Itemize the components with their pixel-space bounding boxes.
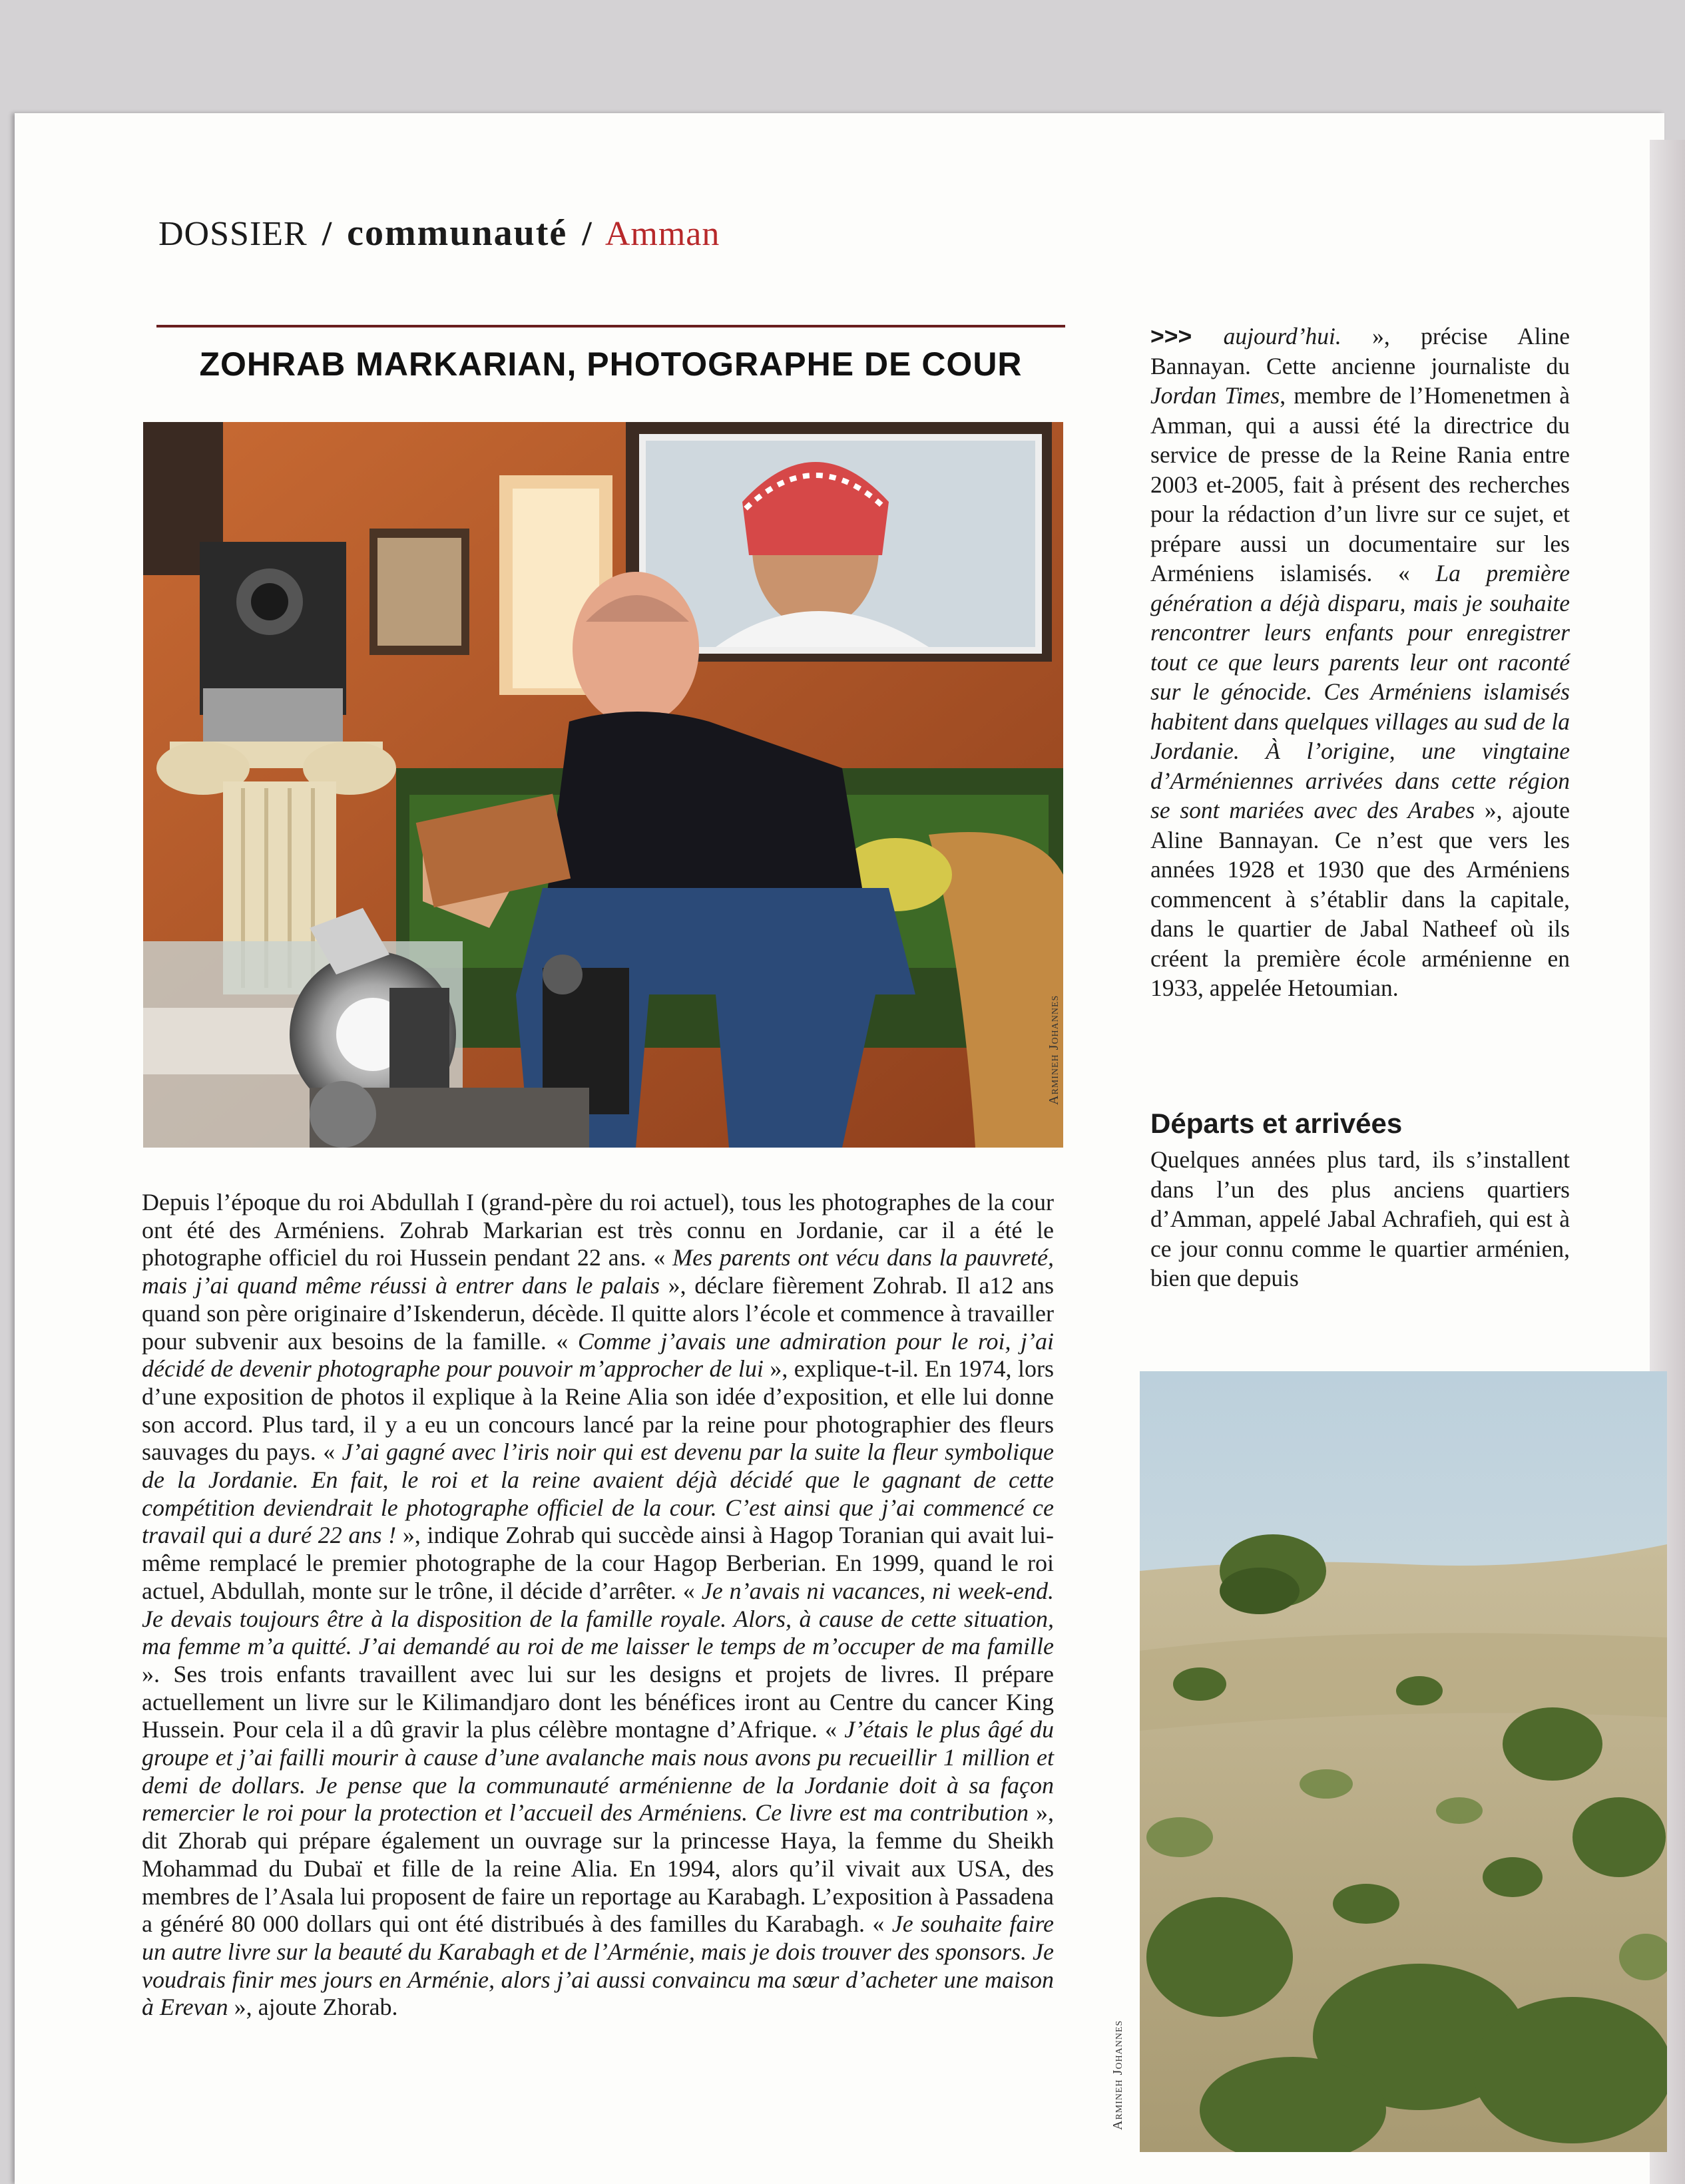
landscape-photo-credit: Armineh Johannes (1110, 2020, 1125, 2130)
header-rule (156, 325, 1065, 328)
article-body-side-2 (1150, 1145, 1570, 1293)
body-main-segment: », dit Zhorab qui prépare également un ouvrage sur la princesse Haya, la femme du Sheikh Mohammad du Dubaï et fille de la reine Alia. En 1994, alors qu’il vivait aux USA, des membres de l’Asala lui proposent de faire un reportage au Karabagh. L’exposition à Passadena a généré 80 000 dollars qui ont été distribués à des familles du Karabagh. « (142, 1799, 1055, 1938)
header-separator: / (322, 215, 333, 253)
body-main-segment: Depuis l’époque du roi Abdullah I (grand-père du roi actuel), tous les photographes de la cour ont été des Arméniens. Zohrab Markarian est très connu en Jordanie, car il a été le photographe officiel du roi Hussein pendant 22 ans. « (142, 1189, 1054, 1271)
portrait-photo (143, 422, 1063, 1148)
section-header (158, 212, 1090, 265)
body-main-segment: Je souhaite faire un autre livre sur la beauté du Karabagh et de l’Arménie, mais je dois trouver des sponsors. Je voudrais finir mes jours en Arménie, alors j’ai aussi convaincu ma sœur d’acheter une maison à Erevan (142, 1910, 1054, 2021)
body-side-segment: aujourd’hui. (1223, 323, 1341, 349)
body-main-segment: ». Ses trois enfants travaillent avec lui sur les designs et projets de livres. Il prépare actuellement un livre sur le Kilimandjaro dont les bénéfices iront au Centre du cancer King Hussein. Pour cela il a dû gravir la plus célèbre montagne d’Afrique. « (142, 1660, 1054, 1743)
body-main-segment: », ajoute Zhorab. (228, 1994, 398, 2021)
body-main-segment: », explique-t-il. En 1974, lors d’une exposition de photos il explique à la Reine Alia son idée d’exposition, et elle lui donne son accord. Plus tard, il y a eu un concours lancé par la reine pour photographier des fleurs sauvages du pays. « (142, 1355, 1054, 1466)
body-side2-segment: Quelques années plus tard, ils s’installent dans l’un des plus anciens quartiers d’Amman, appelé Jabal Achrafieh, qui est à ce jour connu comme le quartier arménien, bien que depuis (1150, 1146, 1570, 1291)
body-side-segment: La première génération a déjà disparu, mais je souhaite rencontrer leurs enfants pour enregistrer tout ce que leurs parents leur ont raconté sur le génocide. Ces Arméniens islamisés habitent dans quelques villages au sud de la Jordanie. À l’origine, une vingtaine d’Arméniennes arrivées dans cette région se sont mariées avec des Arabes (1150, 560, 1570, 823)
article-body-side (1150, 322, 1570, 1003)
subhead: Départs et arrivées (1150, 1108, 1403, 1139)
body-side-segment: , membre de l’Homenetmen à Amman, qui a aussi été la directrice du service de presse de la Reine Rania entre 2003 et-2005, fait à présent des recherches pour la rédaction d’un livre sur ce sujet, et prépare aussi un documentaire sur les Arméniens islamisés. « (1150, 382, 1570, 586)
body-main-segment: Mes parents ont vécu dans la pauvreté, mais j’ai quand même réussi à entrer dans le palais (142, 1244, 1055, 1299)
section-label: DOSSIER (158, 215, 308, 253)
topic-label: communauté (347, 212, 568, 254)
body-main-segment: Je n’avais ni vacances, ni week-end. Je devais toujours être à la disposition de la famille royale. Alors, à cause de cette situation, ma femme m’a quitté. J’ai demandé au roi de me laisser le temps de m’occuper de ma famille (142, 1577, 1054, 1660)
article-title: ZOHRAB MARKARIAN, PHOTOGRAPHE DE COUR (199, 345, 1023, 383)
body-side-segment: Jordan Times (1150, 382, 1280, 409)
body-side-segment: >>> (1150, 323, 1224, 349)
body-main-segment: », déclare fièrement Zohrab. Il a12 ans quand son père originaire d’Iskenderun, décède. Il quitte alors l’école et commence à travailler pour subvenir aux besoins de la famille. « (142, 1272, 1054, 1355)
body-main-segment: », indique Zohrab qui succède ainsi à Hagop Toranian qui avait lui-même remplacé le premier photographe de la cour Hagop Berberian. En 1999, quand le roi actuel, Abdullah, monte sur le trône, il décide d’arrêter. « (142, 1522, 1054, 1604)
photo-credit: Armineh Johannes (1047, 994, 1061, 1105)
body-main-segment: Comme j’avais une admiration pour le roi, j’ai décidé de devenir photographe pour pouvoir m’approcher de lui (142, 1327, 1054, 1383)
body-side-segment: », précise Aline Bannayan. Cette ancienne journaliste du (1150, 323, 1570, 379)
body-main-segment: J’étais le plus âgé du groupe et j’ai failli mourir à cause d’une avalanche mais nous avons pu recueillir 1 million et demi de dollars. Je pense que la communauté arménienne de la Jordanie doit à sa façon remercier le roi pour la protection et l’accueil des Arméniens. Ce livre est ma contribution (142, 1716, 1055, 1827)
header-separator-2: / (582, 215, 593, 253)
city-label: Amman (604, 215, 720, 253)
article-body-main (142, 1189, 1054, 2022)
body-main-segment: J’ai gagné avec l’iris noir qui est devenu par la suite la fleur symbolique de la Jordanie. En fait, le roi et la reine avaient déjà décidé que le gagnant de cette compétition deviendrait le photographe officiel de la cour. C’est ainsi que j’ai commencé ce travail qui a duré 22 ans ! (142, 1438, 1054, 1549)
landscape-photo (1140, 1371, 1667, 2152)
body-side-segment: », ajoute Aline Bannayan. Ce n’est que vers les années 1928 et 1930 que des Arméniens commencent à s’établir dans la capitale, dans le quartier de Jabal Natheef où ils créent la première école arménienne en 1933, appelée Hetoumian. (1150, 797, 1570, 1001)
